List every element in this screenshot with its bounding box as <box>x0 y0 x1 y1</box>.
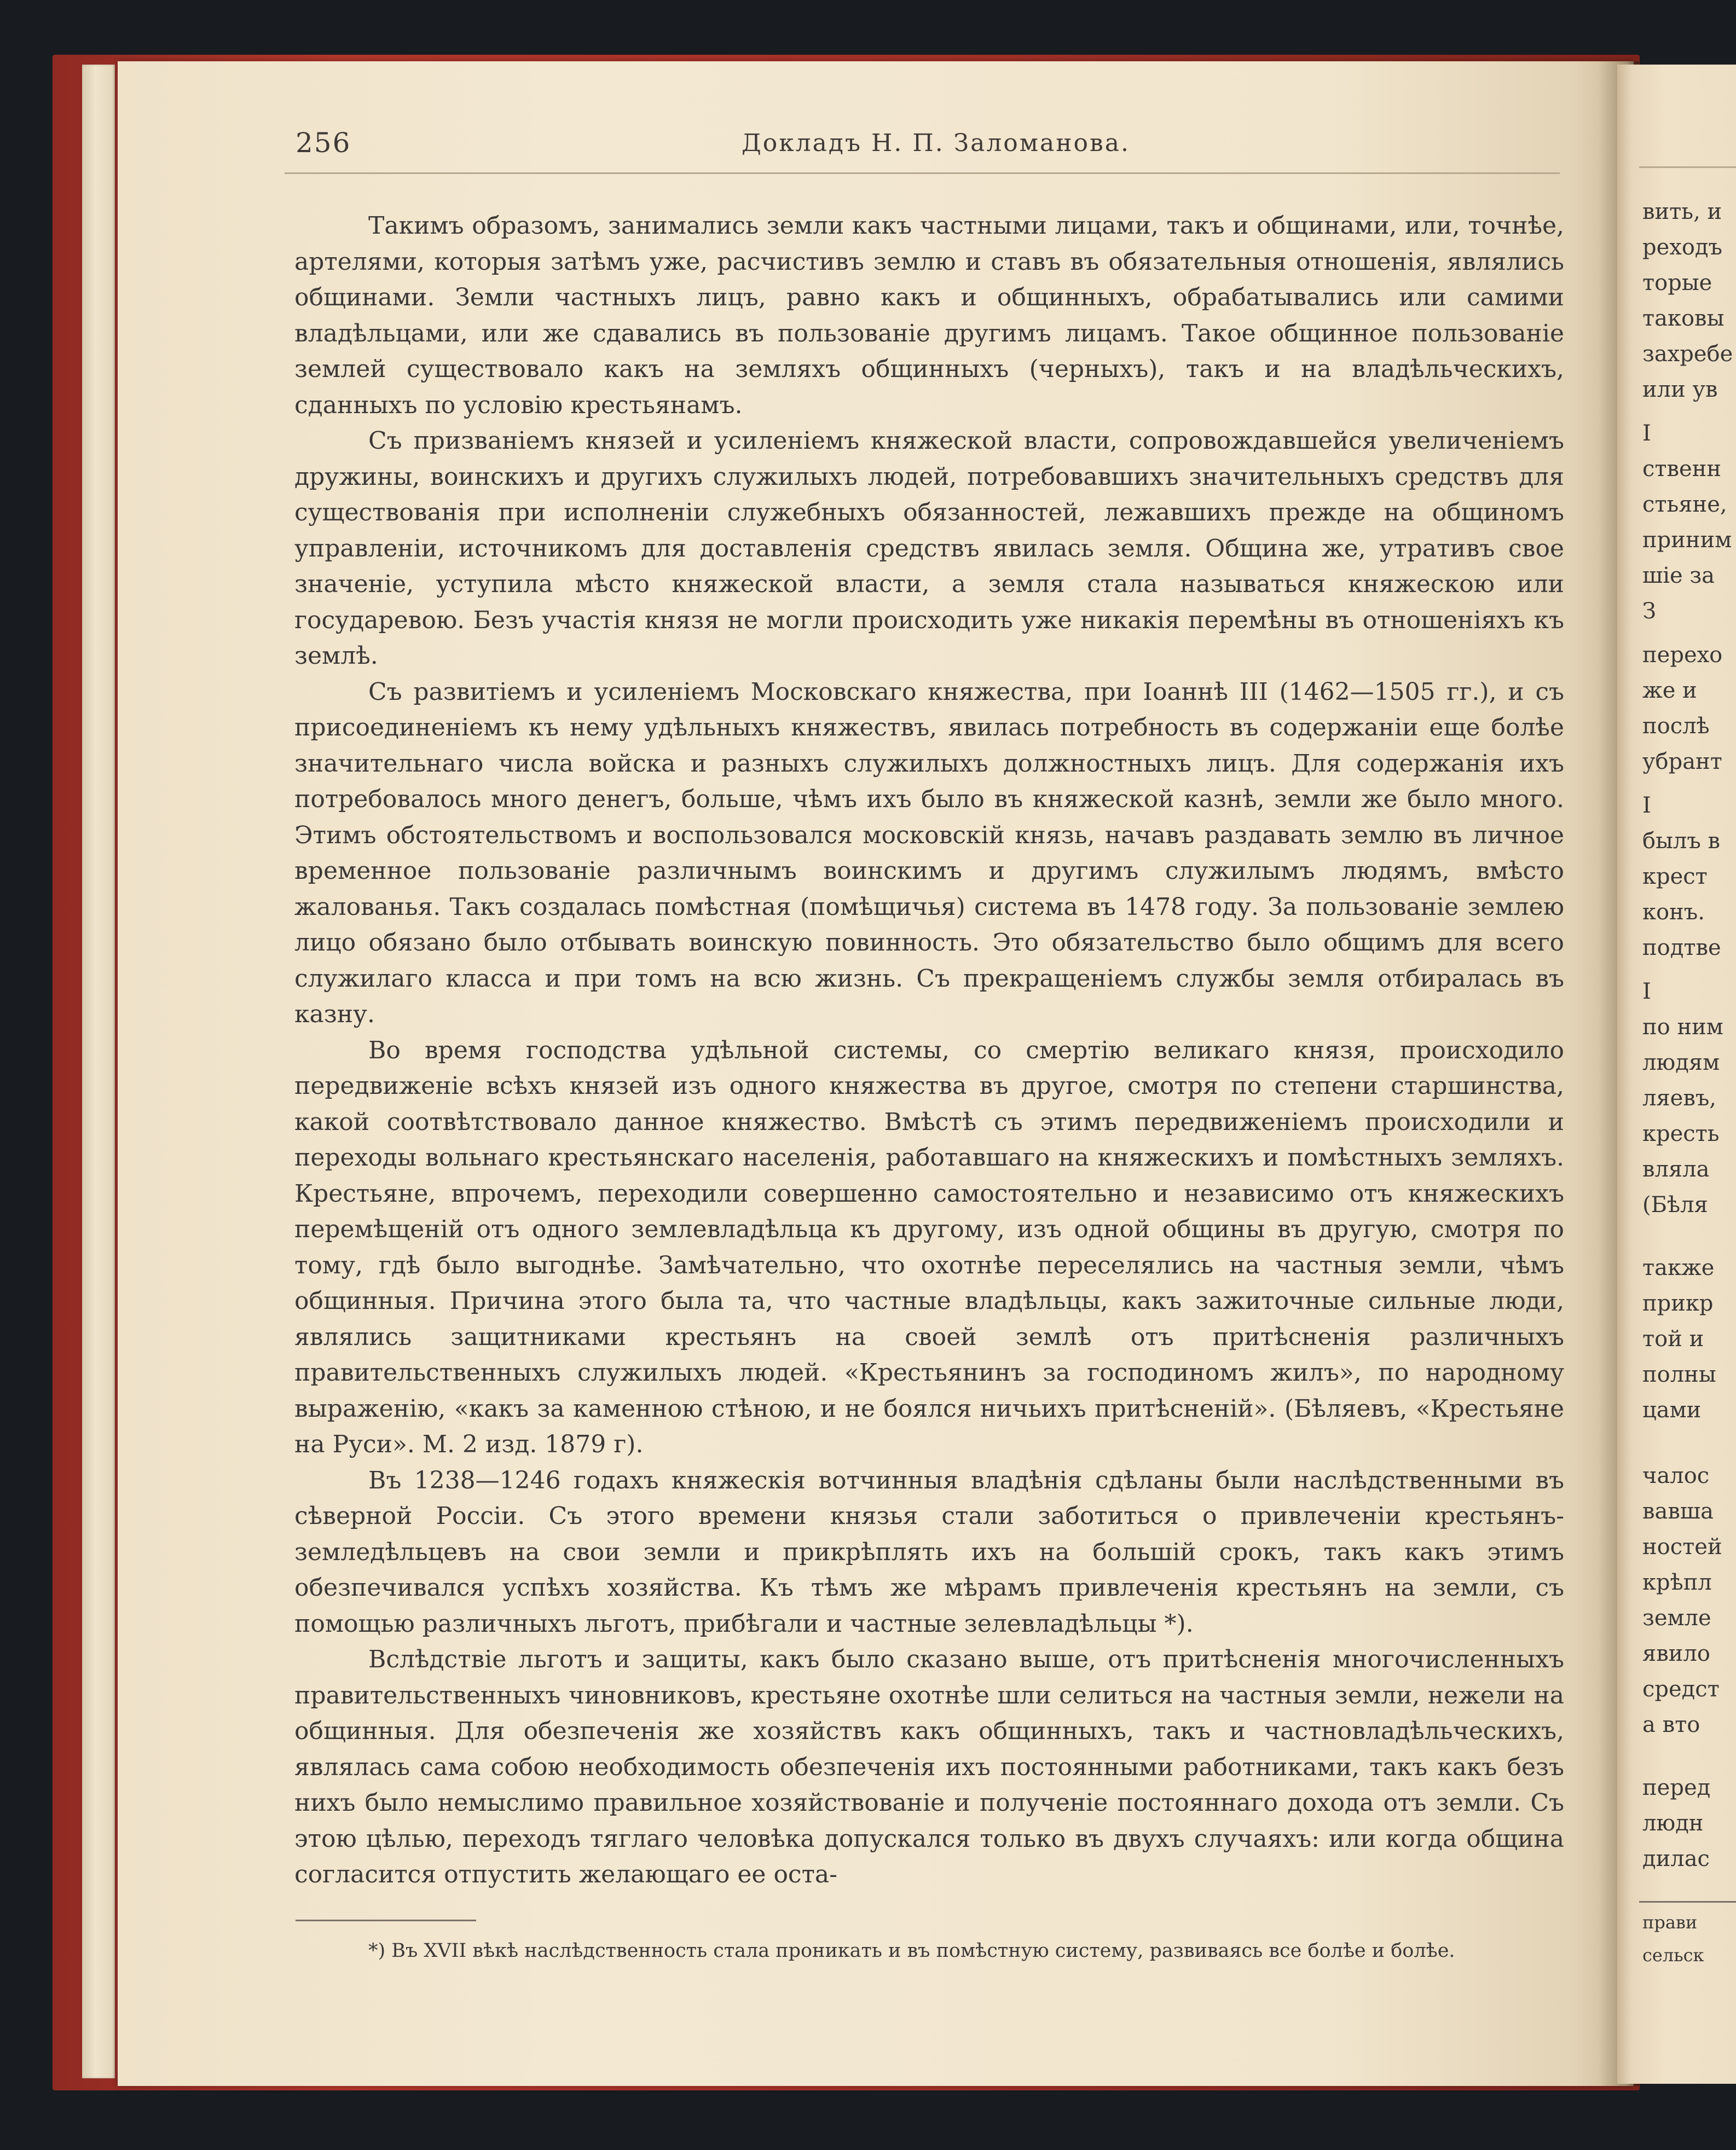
page-number: 256 <box>296 127 351 159</box>
right-page-line: I <box>1642 979 1651 1004</box>
right-page-line: земле <box>1642 1606 1711 1631</box>
right-page-line: людн <box>1642 1811 1704 1836</box>
right-page-line: прави <box>1642 1912 1698 1933</box>
right-page-line: стьяне, <box>1642 492 1727 517</box>
right-header-rule <box>1639 166 1736 168</box>
right-page-line: же и <box>1642 678 1697 703</box>
body-text <box>294 208 1564 1893</box>
right-page-line: вавша <box>1642 1499 1714 1524</box>
paragraph-1: Такимъ образомъ, занимались земли какъ частными лицами, такъ и общинами, или, точнѣе, артелями, которыя затѣмъ уже, расчистивъ землю и ставъ въ обязательныя отношенія, являлись общинами. Земли частныхъ лицъ, равно какъ и общинныхъ, обрабатывались или самими владѣльцами, или же сдавались въ пользованіе другимъ лицамъ. Такое общинное пользованіе землей существовало какъ на земляхъ общинныхъ (черныхъ), такъ и на владѣльческихъ, сданныхъ по условію крестьянамъ. <box>294 212 1564 419</box>
paragraph-5: Въ 1238—1246 годахъ княжескія вотчинныя владѣнія сдѣланы были наслѣдственными въ сѣверной Россіи. Съ этого времени князья стали заботиться о привлеченіи крестьянъ-земледѣльцевъ на свои земли и прикрѣплять ихъ на большій срокъ, такъ какъ этимъ обезпечивался успѣхъ хозяйства. Къ тѣмъ же мѣрамъ привлеченія крестьянъ на земли, съ помощью различныхъ льготъ, прибѣгали и частные зелевладѣльцы *). <box>294 1466 1564 1638</box>
right-footnote-rule <box>1639 1901 1736 1903</box>
right-page-line: кресть <box>1642 1121 1720 1146</box>
right-page-line: перехо <box>1642 642 1723 668</box>
right-page-line: также <box>1642 1255 1715 1280</box>
page-block-edge <box>82 65 115 2078</box>
right-page-line: явило <box>1642 1641 1710 1666</box>
right-page-line: сельск <box>1642 1945 1704 1966</box>
right-page-line: прикр <box>1642 1291 1714 1316</box>
right-page-line: таковы <box>1642 306 1725 331</box>
paragraph-3: Съ развитіемъ и усиленіемъ Московскаго княжества, при Іоаннѣ III (1462—1505 гг.), и съ присоединеніемъ къ нему удѣльныхъ княжествъ, явилась потребность въ содержаніи еще болѣе значительнаго числа войска и разныхъ служилыхъ должностныхъ лицъ. Для содержанія ихъ потребовалось много денегъ, больше, чѣмъ ихъ было въ княжеской казнѣ, земли же было много. Этимъ обстоятельствомъ и воспользовался московскій князь, начавъ раздавать землю въ личное временное пользованіе различнымъ воинскимъ и другимъ служилымъ людямъ, вмѣсто жалованья. Такъ создалась помѣстная (помѣщичья) система въ 1478 году. За пользованіе землею лицо обязано было отбывать воинскую повинность. Это обязательство было общимъ для всего служилаго класса и при томъ на всю жизнь. Съ прекращеніемъ службы земля отбиралась въ казну. <box>294 677 1564 1028</box>
right-page-line: по ним <box>1642 1015 1723 1040</box>
right-page-line: чалос <box>1642 1463 1710 1488</box>
right-page-line: конъ. <box>1642 900 1705 925</box>
right-page-line: торые <box>1642 270 1712 295</box>
right-page-line: крест <box>1642 864 1708 889</box>
right-page-line: подтве <box>1642 935 1721 960</box>
right-page-line: З <box>1642 599 1656 624</box>
right-page-line: I <box>1642 793 1651 818</box>
right-page-line: былъ в <box>1642 828 1721 854</box>
paragraph-2: Съ призваніемъ князей и усиленіемъ княжеской власти, сопровождавшейся увеличеніемъ дружины, воинскихъ и другихъ служилыхъ людей, потребовавшихъ значительныхъ средствъ для существованія при исполненіи служебныхъ обязанностей, лежавшихъ прежде на общиномъ управленіи, источникомъ для доставленія средствъ явилась земля. Община же, утративъ свое значеніе, уступила мѣсто княжеской власти, а земля стала называться княжескою или государевою. Безъ участія князя не могли происходить уже никакія перемѣны въ отношеніяхъ къ землѣ. <box>294 427 1564 670</box>
right-page-line: или ув <box>1642 377 1718 402</box>
right-page-line: ляевъ, <box>1642 1086 1716 1111</box>
right-page-line: цами <box>1642 1398 1702 1423</box>
footnote-rule <box>296 1920 476 1921</box>
right-page-line: убрант <box>1642 749 1722 774</box>
footnote: *) Въ XVII вѣкѣ наслѣдственность стала проникать и въ помѣстную систему, развиваясь все болѣе и болѣе. <box>368 1940 1455 1962</box>
right-page-line: приним <box>1642 528 1732 553</box>
paragraph-4: Во время господства удѣльной системы, со смертію великаго князя, происходило передвиженіе всѣхъ князей изъ одного княжества въ другое, смотря по степени старшинства, какой соотвѣтствовало данное княжество. Вмѣстѣ съ этимъ передвиженіемъ происходили и переходы вольнаго крестьянскаго населенія, работавшаго на княжескихъ и помѣстныхъ земляхъ. Крестьяне, впрочемъ, переходили совершенно самостоятельно и независимо отъ княжескихъ перемѣщеній отъ одного землевладѣльца къ другому, изъ одной общины въ другую, смотря по тому, гдѣ было выгоднѣе. Замѣчательно, что охотнѣе переселялись на частныя земли, чѣмъ общинныя. Причина этого была та, что частные владѣльцы, какъ зажиточные сильные люди, являлись защитниками крестьянъ на своей землѣ отъ притѣсненія различныхъ правительственныхъ служилыхъ людей. «Крестьянинъ за господиномъ жилъ», по народному выраженію, «какъ за каменною стѣною, и не боялся ничьихъ притѣсненій». (Бѣляевъ, «Крестьяне на Руси». М. 2 изд. 1879 г). <box>294 1036 1564 1458</box>
running-head <box>296 127 1576 165</box>
right-page-line: реходъ <box>1642 235 1722 260</box>
right-page-line: крѣпл <box>1642 1570 1712 1595</box>
running-title: Докладъ Н. П. Заломанова. <box>741 129 1131 157</box>
right-page-line: вляла <box>1642 1157 1710 1182</box>
right-page-line: перед <box>1642 1775 1711 1800</box>
right-page-line: послѣ <box>1642 714 1710 739</box>
right-page <box>1617 65 1736 2084</box>
right-page-line: (Бѣля <box>1642 1192 1708 1218</box>
right-page-line: вить, и <box>1642 199 1722 224</box>
header-rule <box>285 172 1560 174</box>
right-page-line: той и <box>1642 1326 1704 1352</box>
right-page-line: дилас <box>1642 1846 1710 1871</box>
right-page-line: шіе за <box>1642 563 1715 588</box>
right-page-line: людям <box>1642 1050 1720 1075</box>
right-page-line: а вто <box>1642 1712 1700 1737</box>
right-page-line: ностей <box>1642 1534 1722 1560</box>
paragraph-6: Вслѣдствіе льготъ и защиты, какъ было сказано выше, отъ притѣсненія многочисленныхъ правительственныхъ чиновниковъ, крестьяне охотнѣе шли селиться на частныя земли, нежели на общинныя. Для обезпеченія же хозяйствъ какъ общинныхъ, такъ и частновладѣльческихъ, являлась сама собою необходимость обезпеченія ихъ постоянными работниками, такъ какъ безъ нихъ было немыслимо правильное хозяйствованіе и полученіе постояннаго дохода отъ земли. Съ этою цѣлью, переходъ тяглаго человѣка допускался только въ двухъ случаяхъ: или когда община согласится отпустить желающаго ее оста- <box>294 1645 1564 1888</box>
right-page-line: полны <box>1642 1362 1716 1387</box>
right-page-line: средст <box>1642 1677 1720 1702</box>
right-page-line: захребе <box>1642 341 1733 367</box>
right-page-line: ственн <box>1642 456 1722 482</box>
right-page-line: I <box>1642 421 1651 446</box>
